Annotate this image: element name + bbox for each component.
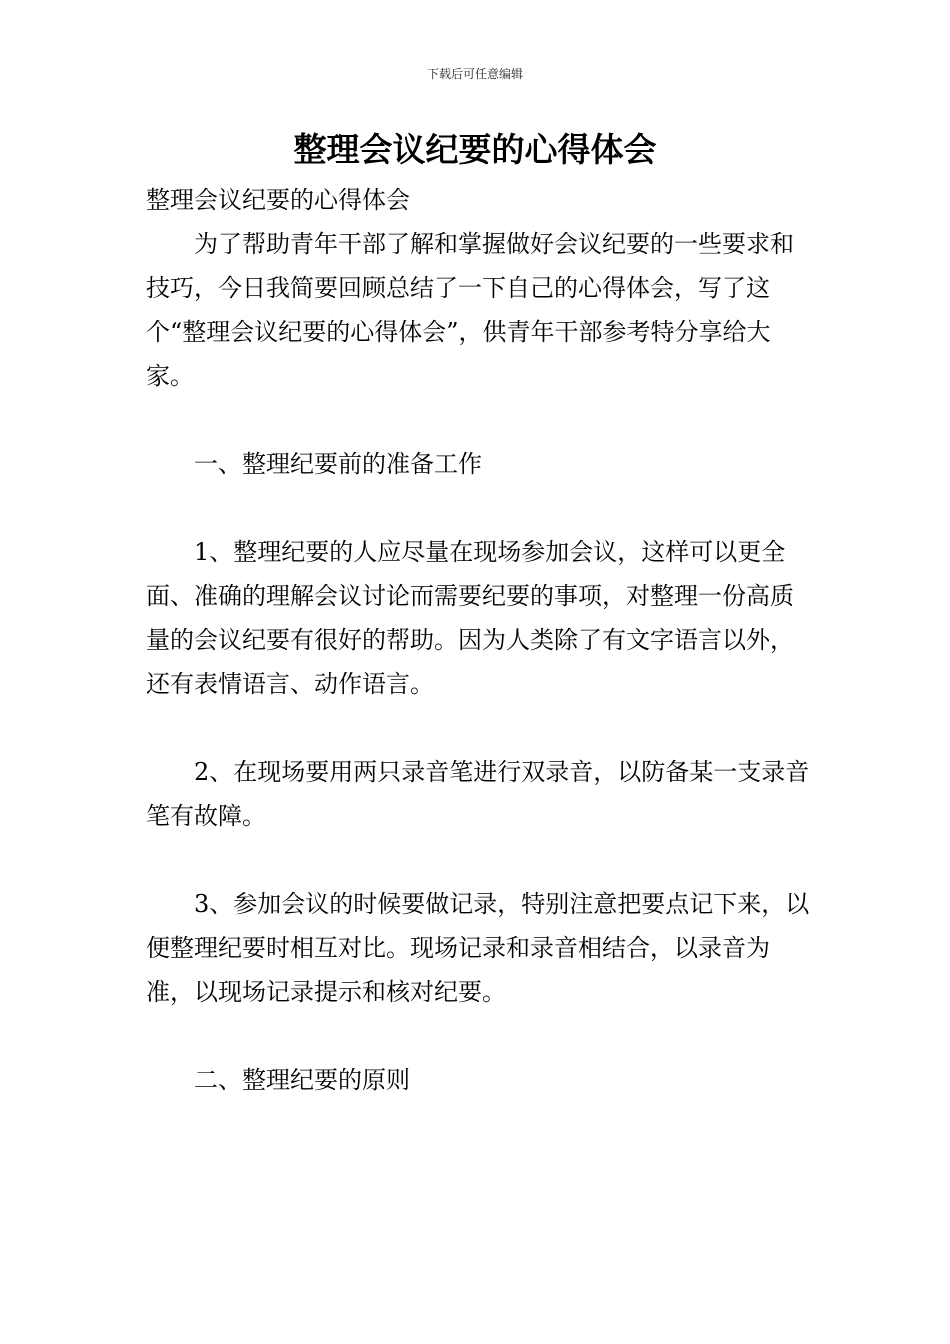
document-title: 整理会议纪要的心得体会	[293, 130, 657, 169]
document-body	[146, 178, 816, 1102]
header-note: 下载后可任意编辑	[426, 67, 523, 81]
paragraph-item-3: 3、参加会议的时候要做记录，特别注意把要点记下来，以便整理纪要时相互对比。现场记录和录音相结合，以录音为准，以现场记录提示和核对纪要。	[146, 890, 810, 1006]
document-subtitle: 整理会议纪要的心得体会	[146, 186, 410, 214]
section-heading-2: 二、整理纪要的原则	[194, 1066, 410, 1094]
intro-paragraph: 为了帮助青年干部了解和掌握做好会议纪要的一些要求和技巧，今日我简要回顾总结了一下自己的心得体会，写了这个“整理会议纪要的心得体会”，供青年干部参考特分享给大家。	[146, 230, 794, 390]
section-heading-1: 一、整理纪要前的准备工作	[194, 450, 482, 478]
paragraph-item-1: 1、整理纪要的人应尽量在现场参加会议，这样可以更全面、准确的理解会议讨论而需要纪要的事项，对整理一份高质量的会议纪要有很好的帮助。因为人类除了有文字语言以外，还有表情语言、动作语言。	[146, 538, 794, 698]
paragraph-item-2: 2、在现场要用两只录音笔进行双录音，以防备某一支录音笔有故障。	[146, 758, 810, 830]
